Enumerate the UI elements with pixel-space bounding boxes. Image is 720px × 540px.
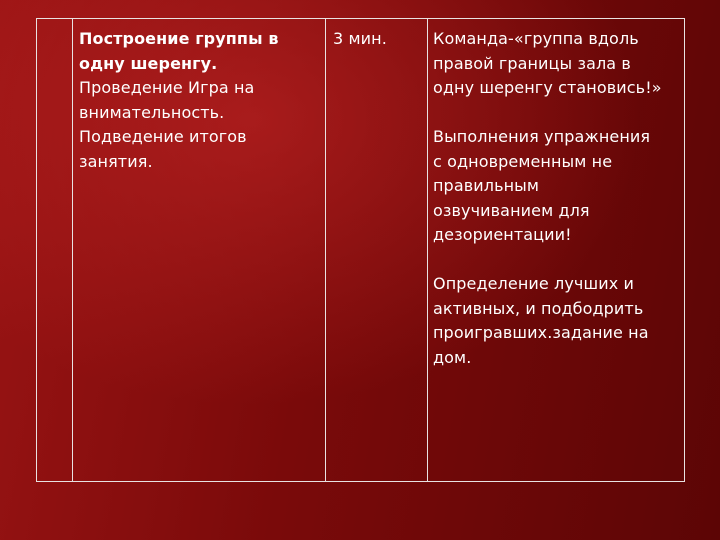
- activity-text: Подведение итогов: [79, 127, 247, 146]
- instruction-text: озвучиванием для: [433, 200, 590, 220]
- instruction-text: Определение лучших и: [433, 274, 634, 293]
- activity-heading: одну шеренгу.: [79, 53, 218, 73]
- instruction-text: одну шеренгу становись!»: [433, 78, 662, 97]
- instruction-text: активных, и подбодрить: [433, 298, 644, 318]
- activity-text: Проведение Игра на: [79, 78, 255, 97]
- activity-text: внимательность.: [79, 102, 225, 122]
- instruction-text: Выполнения упражнения: [433, 127, 651, 146]
- instruction-text: проигравших.задание на: [433, 323, 649, 342]
- paragraph-gap: [433, 248, 683, 273]
- column-divider: [427, 19, 428, 481]
- lesson-plan-table: [36, 18, 685, 482]
- column-divider: [72, 19, 73, 481]
- instruction-text: дезориентации!: [433, 225, 572, 244]
- instruction-text: Команда-«группа вдоль: [433, 29, 639, 48]
- table-cell-instructions: [433, 27, 683, 370]
- column-divider: [325, 19, 326, 481]
- instruction-text: с одновременным не: [433, 151, 613, 171]
- activity-heading: Построение группы в: [79, 29, 279, 48]
- instruction-text: правой границы зала в: [433, 53, 631, 73]
- activity-text: занятия.: [79, 151, 153, 171]
- instruction-text: дом.: [433, 347, 472, 367]
- paragraph-gap: [433, 101, 683, 126]
- table-cell-activity: [79, 27, 319, 174]
- instruction-text: правильным: [433, 176, 540, 195]
- duration-text: 3 мин.: [333, 29, 387, 48]
- table-cell-duration: [333, 27, 425, 52]
